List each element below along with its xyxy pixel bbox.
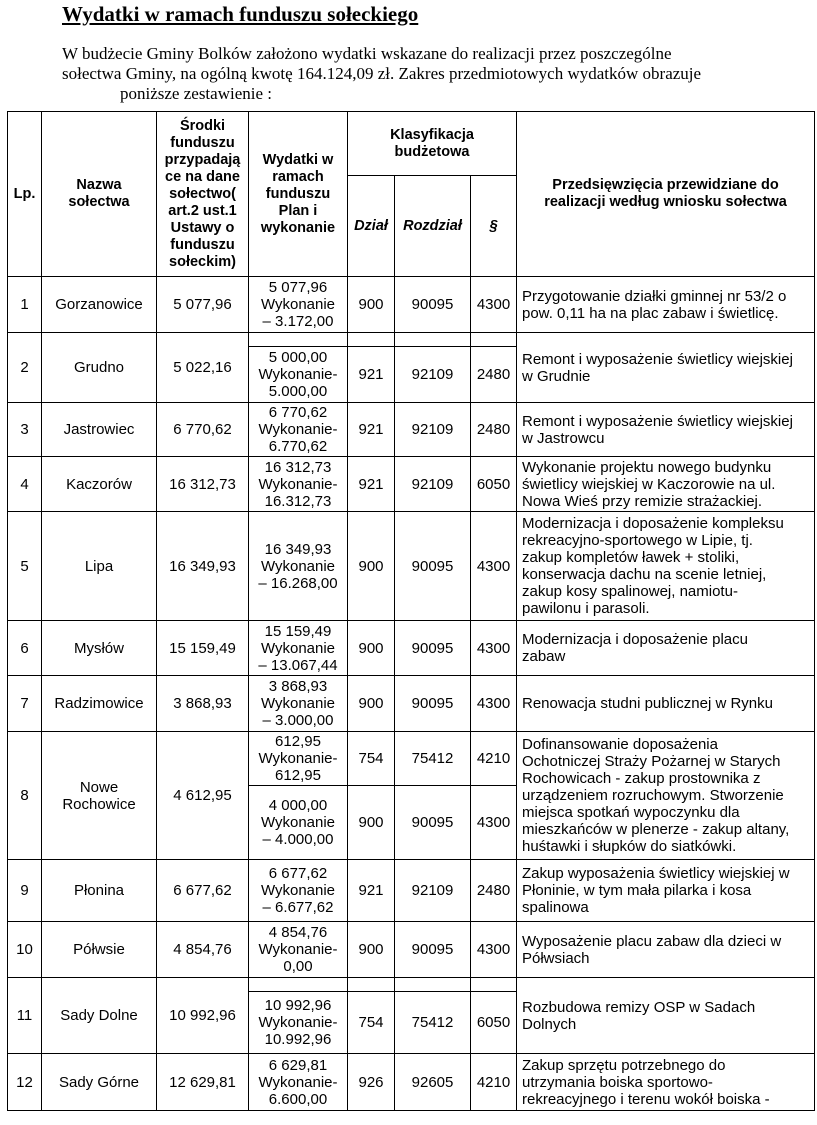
nazwa-cell: Jastrowiec [42, 403, 157, 457]
rozdzial-cell: 92109 [395, 457, 471, 512]
lp-cell: 10 [8, 922, 42, 978]
wykonanie-label: Wykonanie [260, 557, 336, 575]
wydatki-cell [249, 860, 348, 922]
rozdzial-cell: 75412 [395, 992, 471, 1054]
plan-value: 16 349,93 [264, 540, 332, 558]
description-line: Renowacja studni publicznej w Rynku [522, 695, 773, 712]
lp-cell: 11 [8, 978, 42, 1054]
header-klasyfikacja: Klasyfikacja budżetowa [348, 112, 517, 176]
description-line: Płoninie, w tym mała pilarka i kosa [522, 882, 752, 899]
spacer-cell [471, 978, 517, 992]
wydatki-cell [249, 1054, 348, 1111]
wydatki-cell [249, 347, 348, 403]
nazwa-cell: Kaczorów [42, 457, 157, 512]
spacer-cell [249, 333, 348, 347]
rozdzial-cell: 90095 [395, 277, 471, 333]
table-row [8, 676, 815, 732]
lp-cell: 6 [8, 621, 42, 676]
paragraf-cell: 4300 [471, 621, 517, 676]
wykonanie-value: 6.600,00 [268, 1090, 328, 1108]
wykonanie-label: Wykonanie [260, 296, 336, 313]
description-line: w Jastrowcu [522, 429, 605, 447]
paragraf-cell: 6050 [471, 992, 517, 1054]
rozdzial-cell: 92605 [395, 1054, 471, 1111]
description-cell [517, 457, 815, 512]
description-line: zakup kosy spalinowej, namiotu- [522, 583, 738, 600]
wykonanie-label: Wykonanie- [258, 475, 338, 493]
description-line: pawilonu i parasoli. [522, 600, 650, 617]
plan-value: 612,95 [275, 733, 321, 750]
description-line: huśtawki i słupków do siatkówki. [522, 838, 737, 855]
rozdzial-cell: 90095 [395, 786, 471, 860]
description-cell [517, 676, 815, 732]
table-row [8, 403, 815, 457]
paragraf-cell: 6050 [471, 457, 517, 512]
rozdzial-cell: 90095 [395, 922, 471, 978]
wykonanie-label: Wykonanie- [258, 366, 338, 383]
wykonanie-value: – 16.268,00 [258, 574, 338, 592]
nazwa-cell: Półwsie [42, 922, 157, 978]
srodki-cell: 6 770,62 [157, 403, 249, 457]
description-line: Remont i wyposażenie świetlicy wiejskiej [522, 350, 793, 368]
wykonanie-label: Wykonanie- [258, 750, 338, 767]
description-cell [517, 512, 815, 621]
wykonanie-label: Wykonanie- [258, 1073, 338, 1091]
spacer-cell [395, 978, 471, 992]
lp-cell: 7 [8, 676, 42, 732]
srodki-cell: 15 159,49 [157, 621, 249, 676]
wydatki-cell [249, 922, 348, 978]
description-line: Wykonanie projektu nowego budynku [522, 458, 772, 476]
wykonanie-value: 10.992,96 [264, 1031, 332, 1048]
wydatki-cell [249, 992, 348, 1054]
lp-cell: 8 [8, 732, 42, 860]
dzial-cell: 900 [348, 277, 395, 333]
plan-value: 6 677,62 [268, 865, 328, 882]
header-dzial: Dział [348, 176, 395, 277]
description-line: Ochotniczej Straży Pożarnej w Starych [522, 753, 781, 770]
lp-cell: 3 [8, 403, 42, 457]
paragraf-cell: 2480 [471, 860, 517, 922]
nazwa-cell: Płonina [42, 860, 157, 922]
wykonanie-value: – 4.000,00 [262, 831, 334, 848]
description-cell [517, 1054, 815, 1111]
paragraf-cell: 2480 [471, 403, 517, 457]
srodki-cell: 10 992,96 [157, 978, 249, 1054]
spacer-cell [395, 333, 471, 347]
wydatki-cell [249, 676, 348, 732]
table-row [8, 333, 815, 347]
wydatki-cell [249, 457, 348, 512]
description-line: Remont i wyposażenie świetlicy wiejskiej [522, 412, 793, 430]
lp-cell: 4 [8, 457, 42, 512]
description-line: utrzymania boiska sportowo- [522, 1073, 713, 1091]
paragraf-cell: 4300 [471, 676, 517, 732]
rozdzial-cell: 90095 [395, 512, 471, 621]
table-row [8, 512, 815, 621]
wykonanie-label: Wykonanie- [258, 1014, 338, 1031]
paragraf-cell: 4300 [471, 512, 517, 621]
plan-value: 5 077,96 [268, 279, 328, 296]
description-line: zabaw [522, 648, 566, 665]
description-line: spalinowa [522, 899, 589, 916]
srodki-cell: 3 868,93 [157, 676, 249, 732]
description-cell [517, 277, 815, 333]
rozdzial-cell: 90095 [395, 676, 471, 732]
srodki-cell: 4 854,76 [157, 922, 249, 978]
dzial-cell: 900 [348, 512, 395, 621]
wykonanie-value: – 6.677,62 [262, 899, 334, 916]
description-line: konserwacja dachu na scenie letniej, [522, 566, 767, 583]
wykonanie-value: – 13.067,44 [258, 656, 338, 674]
wykonanie-value: 6.770,62 [268, 438, 328, 455]
rozdzial-cell: 92109 [395, 347, 471, 403]
table-row [8, 922, 815, 978]
nazwa-cell: Mysłów [42, 621, 157, 676]
dzial-cell: 754 [348, 992, 395, 1054]
description-line: świetlicy wiejskiej w Kaczorowie na ul. [522, 475, 776, 493]
table-row [8, 457, 815, 512]
nazwa-cell: Sady Dolne [42, 978, 157, 1054]
description-line: Zakup sprzętu potrzebnego do [522, 1056, 726, 1074]
wykonanie-value: 612,95 [275, 767, 321, 784]
wykonanie-label: Wykonanie [260, 814, 336, 831]
document-title: Wydatki w ramach funduszu sołeckiego [62, 2, 419, 26]
description-line: urządzeniem rozruchowym. Stworzenie [522, 787, 784, 804]
intro-line: sołectwa Gminy, na ogólną kwotę 164.124,09 zł. Zakres przedmiotowych wydatków obrazuje [62, 64, 702, 83]
spacer-cell [249, 978, 348, 992]
description-cell [517, 978, 815, 1054]
dzial-cell: 754 [348, 732, 395, 786]
lp-cell: 2 [8, 333, 42, 403]
description-line: miejsca spotkań wypoczynku dla [522, 804, 740, 821]
description-cell [517, 732, 815, 860]
description-cell [517, 922, 815, 978]
description-line: Modernizacja i doposażenie placu [522, 631, 748, 648]
dzial-cell: 900 [348, 922, 395, 978]
description-line: zakup kompletów ławek + stoliki, [522, 549, 740, 566]
paragraf-cell: 4210 [471, 1054, 517, 1111]
description-cell [517, 621, 815, 676]
srodki-cell: 16 312,73 [157, 457, 249, 512]
rozdzial-cell: 90095 [395, 621, 471, 676]
description-line: w Grudnie [522, 367, 591, 385]
rozdzial-cell: 92109 [395, 403, 471, 457]
description-line: Zakup wyposażenia świetlicy wiejskiej w [522, 865, 790, 882]
nazwa-cell: Radzimowice [42, 676, 157, 732]
dzial-cell: 926 [348, 1054, 395, 1111]
paragraf-cell: 2480 [471, 347, 517, 403]
plan-value: 6 770,62 [268, 404, 328, 421]
dzial-cell: 921 [348, 457, 395, 512]
expenses-table [7, 111, 815, 1111]
description-cell [517, 403, 815, 457]
nazwa-cell [42, 732, 157, 860]
spacer-cell [348, 333, 395, 347]
wydatki-cell [249, 621, 348, 676]
lp-cell: 1 [8, 277, 42, 333]
paragraf-cell: 4210 [471, 732, 517, 786]
description-line: mieszkańców w plenerze - zakup altany, [522, 821, 790, 838]
intro-paragraph [62, 44, 802, 104]
nazwa-cell: Gorzanowice [42, 277, 157, 333]
lp-cell: 12 [8, 1054, 42, 1111]
nazwa-line: Rochowice [62, 795, 136, 813]
rozdzial-cell: 75412 [395, 732, 471, 786]
rozdzial-cell: 92109 [395, 860, 471, 922]
plan-value: 6 629,81 [268, 1056, 328, 1074]
description-line: rekreacyjno-sportowego w Lipie, tj. [522, 532, 753, 549]
table-row [8, 732, 815, 786]
description-line: Dofinansowanie doposażenia [522, 736, 718, 753]
paragraf-cell: 4300 [471, 786, 517, 860]
nazwa-line: Nowe [79, 778, 119, 796]
paragraf-cell: 4300 [471, 922, 517, 978]
description-line: Przygotowanie działki gminnej nr 53/2 o [522, 287, 787, 305]
header-nazwa: Nazwa sołectwa [42, 112, 157, 277]
paragraf-cell: 4300 [471, 277, 517, 333]
nazwa-cell: Sady Górne [42, 1054, 157, 1111]
table-row [8, 621, 815, 676]
spacer-cell [471, 333, 517, 347]
header-rozdzial: Rozdział [395, 176, 471, 277]
header-paragraf: § [471, 176, 517, 277]
intro-line: poniższe zestawienie : [120, 84, 272, 103]
description-line: Wyposażenie placu zabaw dla dzieci w [522, 932, 782, 950]
dzial-cell: 900 [348, 786, 395, 860]
wykonanie-value: 5.000,00 [268, 383, 328, 400]
wydatki-cell [249, 403, 348, 457]
description-line: Półwsiach [522, 949, 590, 967]
description-line: Rozbudowa remizy OSP w Sadach [522, 998, 756, 1016]
plan-value: 15 159,49 [264, 622, 332, 640]
srodki-cell: 5 077,96 [157, 277, 249, 333]
dzial-cell: 900 [348, 676, 395, 732]
intro-line: W budżecie Gminy Bolków założono wydatki wskazane do realizacji przez poszczególne [62, 44, 672, 63]
srodki-cell: 4 612,95 [157, 732, 249, 860]
dzial-cell: 921 [348, 860, 395, 922]
wykonanie-value: 0,00 [283, 958, 313, 975]
header-przedsiewziecia: Przedsięwzięcia przewidziane do realizacji według wniosku sołectwa [517, 112, 815, 277]
wykonanie-label: Wykonanie- [258, 421, 338, 438]
dzial-cell: 900 [348, 621, 395, 676]
header-wydatki: Wydatki w ramach funduszu Plan i wykonanie [249, 112, 348, 277]
plan-value: 3 868,93 [268, 678, 328, 695]
table-row [8, 860, 815, 922]
header-lp: Lp. [8, 112, 42, 277]
wydatki-cell [249, 277, 348, 333]
wydatki-cell [249, 732, 348, 786]
lp-cell: 9 [8, 860, 42, 922]
srodki-cell: 6 677,62 [157, 860, 249, 922]
dzial-cell: 921 [348, 347, 395, 403]
wykonanie-value: – 3.172,00 [262, 313, 334, 330]
wykonanie-value: – 3.000,00 [262, 712, 334, 729]
description-line: pow. 0,11 ha na plac zabaw i świetlicę. [522, 304, 779, 322]
srodki-cell: 12 629,81 [157, 1054, 249, 1111]
table-row [8, 1054, 815, 1111]
nazwa-cell: Grudno [42, 333, 157, 403]
description-cell [517, 860, 815, 922]
description-line: Modernizacja i doposażenie kompleksu [522, 515, 784, 532]
plan-value: 4 000,00 [268, 797, 328, 814]
plan-value: 10 992,96 [264, 997, 332, 1014]
description-line: Dolnych [522, 1015, 577, 1033]
description-cell [517, 333, 815, 403]
plan-value: 16 312,73 [264, 458, 332, 476]
description-line: Rochowicach - zakup prostownika z [522, 770, 761, 787]
description-line: Nowa Wieś przy remizie strażackiej. [522, 492, 763, 510]
plan-value: 4 854,76 [268, 924, 328, 941]
wykonanie-label: Wykonanie [260, 882, 336, 899]
dzial-cell: 921 [348, 403, 395, 457]
wykonanie-label: Wykonanie [260, 695, 336, 712]
srodki-cell: 5 022,16 [157, 333, 249, 403]
srodki-cell: 16 349,93 [157, 512, 249, 621]
table-row [8, 978, 815, 992]
nazwa-cell: Lipa [42, 512, 157, 621]
wydatki-cell [249, 786, 348, 860]
spacer-cell [348, 978, 395, 992]
table-row [8, 277, 815, 333]
wykonanie-value: 16.312,73 [264, 492, 332, 510]
wykonanie-label: Wykonanie- [258, 941, 338, 958]
wydatki-cell [249, 512, 348, 621]
lp-cell: 5 [8, 512, 42, 621]
wykonanie-label: Wykonanie [260, 639, 336, 657]
header-srodki: Środki funduszu przypadają ce na dane sołectwo( art.2 ust.1 Ustawy o funduszu sołeckim) [157, 112, 249, 277]
description-line: rekreacyjnego i terenu wokół boiska - [522, 1090, 770, 1108]
plan-value: 5 000,00 [268, 349, 328, 366]
